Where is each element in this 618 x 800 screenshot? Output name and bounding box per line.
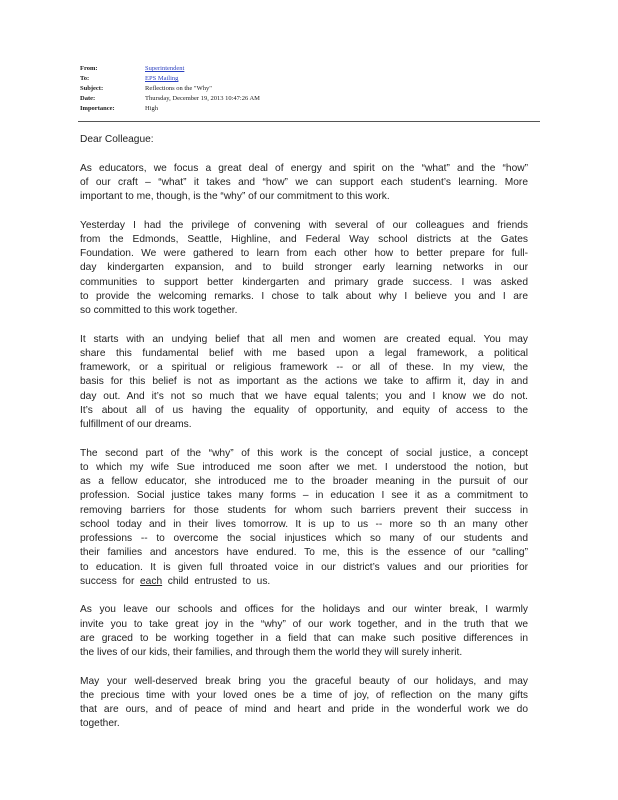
subject-row <box>80 84 540 94</box>
paragraph-line: communities to support better kindergarten and primary grade success. I was asked <box>80 276 528 288</box>
paragraph-line: Yesterday I had the privilege of convening with several of our colleagues and friends <box>80 219 528 231</box>
greeting-line: Dear Colleague: <box>80 134 154 145</box>
paragraph-line: are graced to be working together in a field that can make such positive differences in <box>80 632 528 644</box>
paragraph-line: Foundation. We were gathered to learn from each other how to better prepare for full- <box>80 248 528 259</box>
greeting <box>80 133 528 147</box>
paragraph-line: professions -- to overcome the social injustices which so many of our students and <box>80 533 528 544</box>
line-fragment: child entrusted to us. <box>162 575 271 587</box>
paragraph-line: fulfillment of our dreams. <box>80 419 192 430</box>
to-row <box>80 74 540 84</box>
paragraph <box>80 603 528 660</box>
paragraph-line: framework, or a spiritual or religious framework -- or all of these. In my view, the <box>80 362 528 373</box>
letter-paragraphs <box>80 162 528 732</box>
paragraph-line: that are ours, and of peace of mind and heart and pride in the wonderful work we do <box>80 704 528 715</box>
paragraph-line: from the Edmonds, Seattle, Highline, and Federal Way school districts at the Gates <box>80 233 528 245</box>
paragraph-line: as a fellow educator, she introduced me to the broader meaning in the pursuit of our <box>80 476 528 487</box>
paragraph-line: to provide the welcoming remarks. I chose to talk about why I believe you and I are <box>80 290 528 302</box>
line-fragment: success for <box>80 575 141 587</box>
paragraph-line: together. <box>80 718 120 730</box>
underlined-word: each <box>140 575 163 587</box>
paragraph <box>80 675 528 732</box>
paragraph-line: It starts with an undying belief that all men and women are created equal. You may <box>80 333 528 345</box>
paragraph-line: day out. And it’s not so much that we have equal talents; you and I know we do not. <box>80 390 528 402</box>
paragraph-line: profession. Social justice takes many forms – in education I see it as a commitment to <box>80 490 528 502</box>
paragraph-line: invite you to take great joy in the “why” of our work together, and in the truth that we <box>80 618 528 630</box>
paragraph-line: day kindergarten expansion, and to build stronger early learning networks in our <box>80 262 528 274</box>
paragraph-line: It’s about all of us having the equality of opportunity, and equity of access to the <box>80 404 528 416</box>
paragraph-line: As you leave our schools and offices for the holidays and our winter break, I warmly <box>80 604 528 616</box>
importance-value: High <box>145 105 158 112</box>
importance-label: Importance: <box>80 105 115 112</box>
paragraph-line: May your well-deserved break bring you the graceful beauty of our holidays, and may <box>80 675 528 687</box>
subject-value: Reflections on the "Why" <box>145 85 212 92</box>
paragraph <box>80 447 528 590</box>
paragraph-line: to education. It is given full throated voice in our district’s values and our priorities for <box>80 561 528 573</box>
paragraph-line: the lives of our kids, their families, and through them the world they will surely inherit. <box>80 647 463 658</box>
from-label: From: <box>80 65 98 72</box>
paragraph-line: the precious time with your loved ones be a time of joy, of reflection on the many gifts <box>80 689 528 701</box>
subject-label: Subject: <box>80 85 104 92</box>
paragraph-line: The second part of the “why” of this work is the concept of social justice, a concept <box>80 447 528 459</box>
paragraph-line: school today and in their lives tomorrow. It is up to us -- more so th an many other <box>80 518 528 530</box>
paragraph <box>80 219 528 319</box>
date-label: Date: <box>80 95 96 102</box>
paragraph-line: removing barriers for those students for whom such barriers prevent their success in <box>80 504 528 516</box>
paragraph-line: to which my wife Sue introduced me soon after we met. I understood the notion, but <box>80 461 528 473</box>
paragraph-line: of our craft – “what” it takes and “how” we can support each student’s learning. More <box>80 176 528 188</box>
importance-row <box>80 104 540 114</box>
paragraph-line: so committed to this work together. <box>80 305 238 316</box>
paragraph-line: their families and ancestors have endured. To me, this is the essence of our “calling” <box>80 547 528 559</box>
email-header <box>80 64 540 114</box>
to-value-link[interactable]: EPS Mailing <box>145 75 179 82</box>
date-value: Thursday, December 19, 2013 10:47:26 AM <box>145 95 260 102</box>
paragraph-line: share this fundamental belief with me based upon a legal framework, a political <box>80 347 528 359</box>
to-label: To: <box>80 75 90 82</box>
date-row <box>80 94 540 104</box>
letter-body <box>80 133 528 746</box>
paragraph-line: As educators, we focus a great deal of energy and spirit on the “what” and the “how” <box>80 162 528 174</box>
paragraph <box>80 162 528 205</box>
paragraph-line: important to me, though, is the “why” of our commitment to this work. <box>80 191 390 202</box>
from-row <box>80 64 540 74</box>
paragraph-line <box>80 575 528 589</box>
header-divider <box>78 121 540 122</box>
paragraph-line: basis for this belief is not as important as the actions we take to affirm it, day in and <box>80 376 528 388</box>
from-value-link[interactable]: Superintendent <box>145 65 185 72</box>
paragraph <box>80 333 528 433</box>
